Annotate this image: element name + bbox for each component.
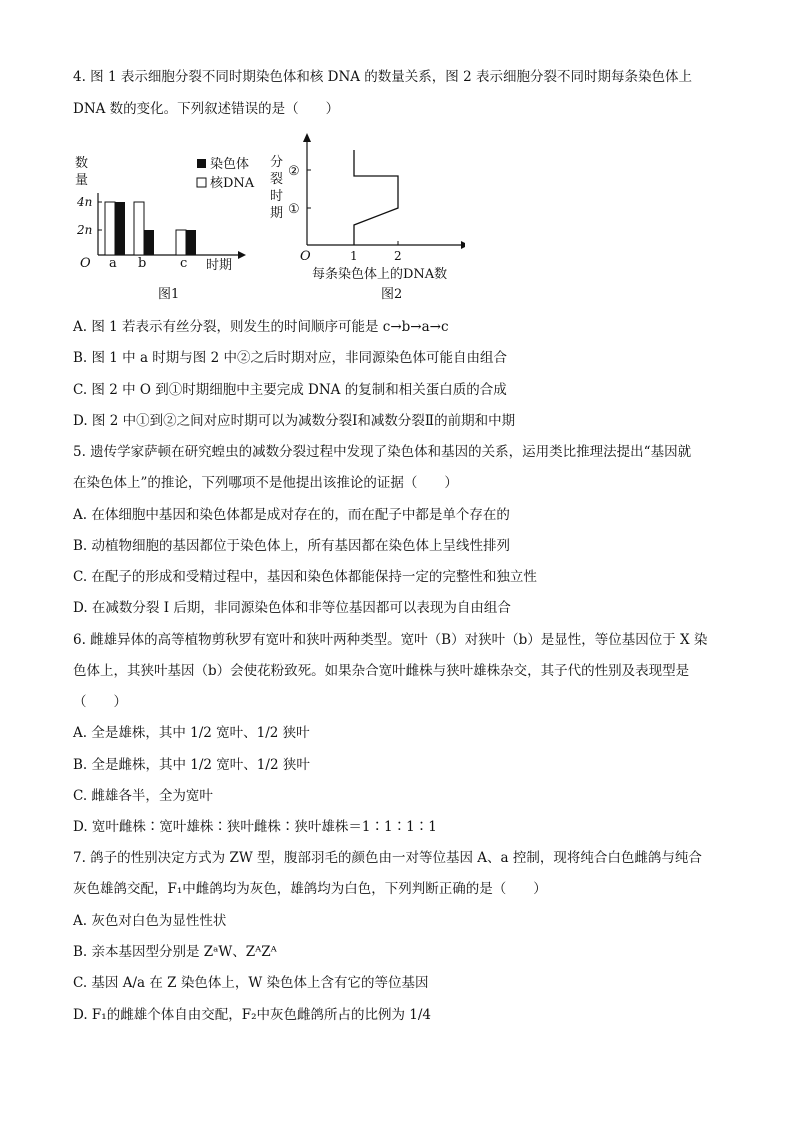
fig1-category-a: a bbox=[109, 256, 117, 271]
fig1-category-b: b bbox=[138, 256, 147, 271]
q7-option-a: A. 灰色对白色为显性性状 bbox=[73, 913, 227, 929]
q4-option-b: B. 图 1 中 a 时期与图 2 中②之后时期对应，非同源染色体可能自由组合 bbox=[73, 350, 507, 366]
q4-option-c: C. 图 2 中 O 到①时期细胞中主要完成 DNA 的复制和相关蛋白质的合成 bbox=[73, 382, 507, 398]
q6-option-d: D. 宽叶雌株∶宽叶雄株∶狭叶雌株∶狭叶雄株＝1∶1∶1∶1 bbox=[73, 819, 437, 835]
fig1-legend-dna-swatch bbox=[197, 178, 206, 187]
fig1-legend-chromosome: 染色体 bbox=[210, 157, 250, 172]
fig1-bar-b-dna bbox=[134, 202, 144, 255]
fig1-legend-dna: 核DNA bbox=[210, 176, 255, 191]
q7-stem-line2: 灰色雄鸽交配，F₁中雌鸽均为灰色，雄鸽均为白色，下列判断正确的是（ ） bbox=[73, 881, 547, 897]
fig1-ytick-4n: 4n bbox=[77, 195, 93, 209]
fig2-origin: O bbox=[300, 249, 311, 264]
fig2-y-arrow bbox=[303, 133, 311, 142]
figure-2 bbox=[265, 128, 465, 308]
q4-stem-line2: DNA 数的变化。下列叙述错误的是（ ） bbox=[73, 101, 340, 117]
figure-1 bbox=[70, 135, 260, 315]
q6-option-c: C. 雌雄各半，全为宽叶 bbox=[73, 788, 213, 804]
fig2-xlabel: 每条染色体上的DNA数 bbox=[312, 267, 448, 282]
q7-option-c: C. 基因 A/a 在 Z 染色体上，W 染色体上含有它的等位基因 bbox=[73, 975, 429, 991]
q5-option-d: D. 在减数分裂 I 后期，非同源染色体和非等位基因都可以表现为自由组合 bbox=[73, 600, 511, 616]
fig1-origin: O bbox=[80, 256, 91, 271]
fig2-ylabel-2: 裂 bbox=[270, 172, 284, 187]
fig2-x-arrow bbox=[461, 241, 465, 249]
fig1-legend-chromosome-swatch bbox=[197, 159, 206, 168]
q7-stem-line1: 7. 鸽子的性别决定方式为 ZW 型，腹部羽毛的颜色由一对等位基因 A、a 控制，现将纯合白色雌鸽与纯合 bbox=[73, 850, 702, 866]
q5-option-a: A. 在体细胞中基因和染色体都是成对存在的，而在配子中都是单个存在的 bbox=[73, 507, 510, 523]
q6-stem-line2: 色体上，其狭叶基因（b）会使花粉致死。如果杂合宽叶雌株与狭叶雄株杂交，其子代的性别及表现型是 bbox=[73, 663, 690, 679]
fig2-mark-1: ① bbox=[288, 202, 300, 217]
fig1-bar-a-chromosome bbox=[115, 202, 125, 255]
q5-stem-line1: 5. 遗传学家萨顿在研究蝗虫的减数分裂过程中发现了染色体和基因的关系，运用类比推理法提出“基因就 bbox=[73, 444, 692, 460]
fig1-bar-a-dna bbox=[105, 202, 115, 255]
fig1-bar-c-dna bbox=[176, 230, 186, 255]
q4-option-d: D. 图 2 中①到②之间对应时期可以为减数分裂Ⅰ和减数分裂Ⅱ的前期和中期 bbox=[73, 413, 516, 429]
fig1-category-c: c bbox=[180, 256, 188, 271]
fig2-ylabel-1: 分 bbox=[270, 155, 284, 170]
q7-option-d: D. F₁的雌雄个体自由交配，F₂中灰色雌鸽所占的比例为 1/4 bbox=[73, 1007, 431, 1023]
q6-stem-line1: 6. 雌雄异体的高等植物剪秋罗有宽叶和狭叶两种类型。宽叶（B）对狭叶（b）是显性，等位基因位于 X 染 bbox=[73, 632, 708, 648]
q6-option-a: A. 全是雄株，其中 1/2 宽叶、1/2 狭叶 bbox=[73, 725, 310, 741]
q6-stem-line3: （ ） bbox=[73, 694, 127, 710]
q4-stem-line1: 4. 图 1 表示细胞分裂不同时期染色体和核 DNA 的数量关系，图 2 表示细胞分裂不同时期每条染色体上 bbox=[73, 69, 692, 85]
fig2-caption: 图2 bbox=[381, 287, 403, 302]
q5-stem-line2: 在染色体上”的推论，下列哪项不是他提出该推论的证据（ ） bbox=[73, 475, 458, 491]
fig1-x-arrow bbox=[238, 251, 246, 259]
fig2-ylabel-3: 时 bbox=[270, 189, 284, 204]
fig2-mark-2: ② bbox=[288, 164, 300, 179]
fig1-xlabel: 时期 bbox=[206, 258, 233, 273]
q4-option-a: A. 图 1 若表示有丝分裂，则发生的时间顺序可能是 c→b→a→c bbox=[73, 319, 449, 335]
fig2-xtick-2: 2 bbox=[394, 249, 402, 263]
fig1-ylabel-2: 量 bbox=[75, 173, 89, 188]
fig2-ylabel-4: 期 bbox=[270, 206, 284, 221]
fig1-caption: 图1 bbox=[158, 287, 180, 302]
fig1-bar-c-chromosome bbox=[186, 230, 196, 255]
fig1-ytick-2n: 2n bbox=[77, 223, 93, 237]
q7-option-b: B. 亲本基因型分别是 ZᵃW、ZᴬZᴬ bbox=[73, 944, 277, 960]
q6-option-b: B. 全是雌株，其中 1/2 宽叶、1/2 狭叶 bbox=[73, 757, 310, 773]
fig2-xtick-1: 1 bbox=[350, 249, 358, 263]
q5-option-b: B. 动植物细胞的基因都位于染色体上，所有基因都在染色体上呈线性排列 bbox=[73, 538, 511, 554]
fig1-ylabel-1: 数 bbox=[75, 156, 89, 171]
fig1-bar-b-chromosome bbox=[144, 230, 154, 255]
q5-option-c: C. 在配子的形成和受精过程中，基因和染色体都能保持一定的完整性和独立性 bbox=[73, 569, 537, 585]
fig2-line bbox=[354, 150, 398, 245]
